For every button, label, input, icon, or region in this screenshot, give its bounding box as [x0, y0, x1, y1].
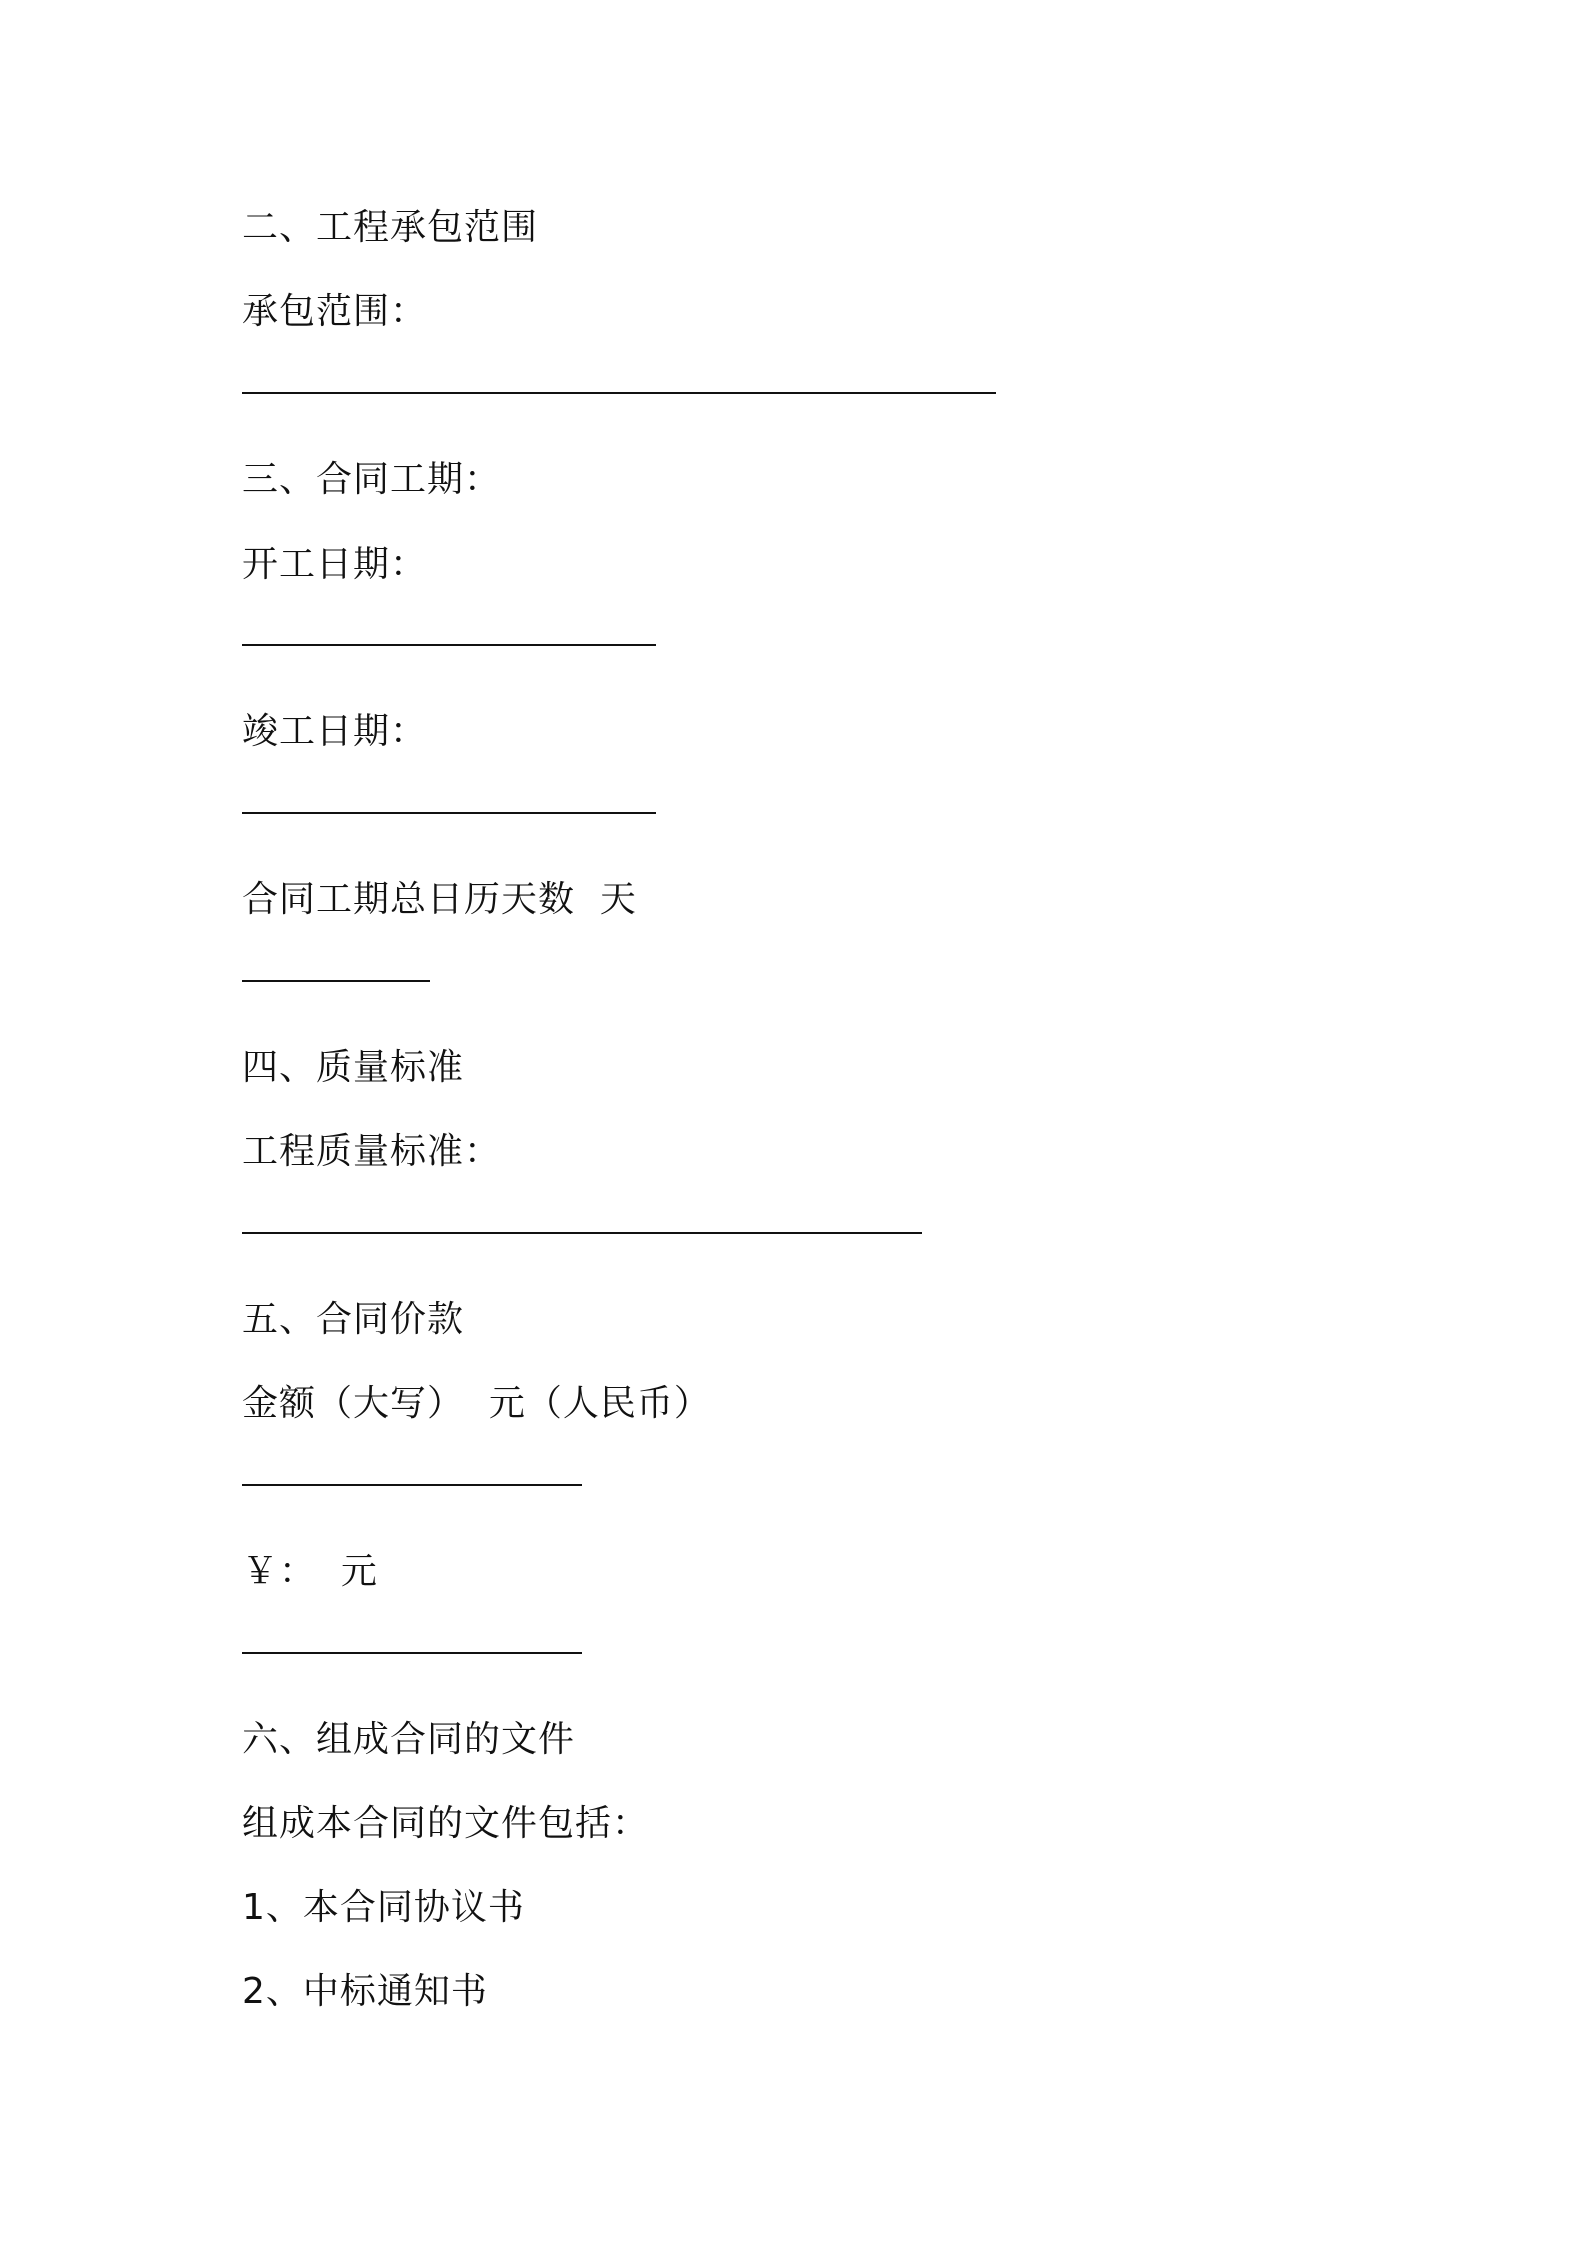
amount-in-figures-label: ￥： 元: [242, 1551, 378, 1592]
document-list-item-1: 1、本合同协议书: [242, 1887, 525, 1928]
documents-intro: 组成本合同的文件包括：: [242, 1803, 650, 1844]
end-date-label: 竣工日期：: [242, 711, 428, 752]
start-date-fill-line: [242, 644, 656, 646]
section-6-heading: 六、组成合同的文件: [242, 1719, 576, 1760]
quality-standard-fill-line: [242, 1232, 922, 1234]
total-days-label: 合同工期总日历天数 天: [242, 879, 637, 920]
scope-label: 承包范围：: [242, 291, 428, 332]
section-3-heading: 三、合同工期：: [242, 459, 502, 500]
scope-fill-line: [242, 392, 996, 394]
document-list-item-2: 2、中标通知书: [242, 1971, 488, 2012]
section-2-heading: 二、工程承包范围: [242, 207, 539, 248]
amount-in-words-fill-line: [242, 1484, 582, 1486]
end-date-fill-line: [242, 812, 656, 814]
amount-in-figures-fill-line: [242, 1652, 582, 1654]
amount-in-words-label: 金额（大写） 元（人民币）: [242, 1383, 711, 1424]
section-5-heading: 五、合同价款: [242, 1299, 465, 1340]
total-days-fill-line: [242, 980, 430, 982]
quality-standard-label: 工程质量标准：: [242, 1131, 502, 1172]
start-date-label: 开工日期：: [242, 544, 428, 585]
section-4-heading: 四、质量标准: [242, 1047, 465, 1088]
